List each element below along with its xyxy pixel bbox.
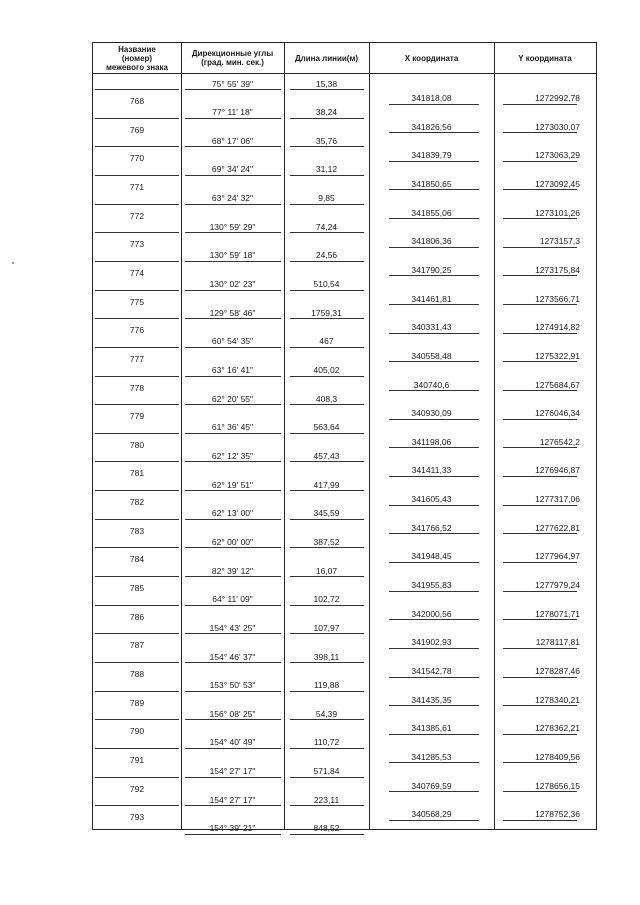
row-rule <box>185 834 281 835</box>
row-rule <box>185 175 281 176</box>
segment-angle: 154° 39' 21" <box>209 823 256 834</box>
row-rule <box>503 762 577 763</box>
segment-length: 38,24 <box>315 107 338 118</box>
y-coordinate: 1278656,15 <box>535 780 580 791</box>
row-rule <box>185 662 281 663</box>
segment-angle: 130° 59' 29" <box>209 221 256 232</box>
y-coordinate: 1273030,07 <box>535 121 580 132</box>
marker-number: 775 <box>129 296 145 307</box>
row-rule <box>185 461 281 462</box>
x-coordinate: 341766,52 <box>411 522 452 533</box>
x-coordinate: 341605,43 <box>411 494 452 505</box>
segment-angle: 68° 17' 06" <box>211 135 254 146</box>
x-coordinate: 341385,61 <box>411 723 452 734</box>
segment-length: 74,24 <box>315 221 338 232</box>
row-rule <box>389 476 479 477</box>
row-rule <box>185 691 281 692</box>
marker-number: 780 <box>129 439 145 450</box>
row-rule <box>185 376 281 377</box>
header-marker: Название (номер) межевого знака <box>93 43 181 74</box>
row-rule <box>185 204 281 205</box>
row-rule <box>389 304 479 305</box>
row-rule <box>503 562 577 563</box>
row-rule <box>503 820 577 821</box>
row-rule <box>95 118 179 119</box>
y-coordinate: 1276946,87 <box>535 465 580 476</box>
row-rule <box>389 361 479 362</box>
row-rule <box>389 104 479 105</box>
marker-number: 777 <box>129 353 145 364</box>
marker-number: 789 <box>129 697 145 708</box>
row-rule <box>290 719 364 720</box>
segment-length: 848,52 <box>313 823 340 834</box>
y-coordinate: 1276542,2 <box>539 436 580 447</box>
segment-angle: 153° 50' 53" <box>209 680 256 691</box>
row-rule <box>185 118 281 119</box>
marker-number: 783 <box>129 525 145 536</box>
x-coordinate: 341850,65 <box>411 178 452 189</box>
row-rule <box>503 218 577 219</box>
segment-angle: 154° 27' 17" <box>209 766 256 777</box>
marker-number: 773 <box>129 239 145 250</box>
row-rule <box>95 290 179 291</box>
x-coordinate: 341198,06 <box>411 436 452 447</box>
row-rule <box>290 691 364 692</box>
x-coordinate: 341855,06 <box>411 207 452 218</box>
row-rule <box>503 161 577 162</box>
x-coordinate: 341826,56 <box>411 121 452 132</box>
marker-number: 791 <box>129 754 145 765</box>
segment-angle: 62° 12' 35" <box>211 450 254 461</box>
segment-angle: 61° 36' 45" <box>211 422 254 433</box>
header-angle: Дирекционные углы (град. мин. сек.) <box>181 43 284 74</box>
y-coordinate: 1278362,21 <box>535 723 580 734</box>
row-rule <box>95 175 179 176</box>
segment-length: 457,43 <box>313 450 340 461</box>
row-rule <box>389 705 479 706</box>
x-coordinate: 341839,79 <box>411 150 452 161</box>
row-rule <box>503 247 577 248</box>
segment-length: 405,02 <box>313 365 340 375</box>
row-rule <box>290 118 364 119</box>
row-rule <box>95 605 179 606</box>
segment-length: 110,72 <box>313 737 340 748</box>
row-rule <box>185 89 281 90</box>
row-rule <box>389 505 479 506</box>
row-rule <box>290 376 364 377</box>
row-rule <box>290 433 364 434</box>
segment-angle: 63° 24' 32" <box>211 193 254 204</box>
row-rule <box>290 175 364 176</box>
segment-angle: 154° 27' 17" <box>209 794 256 805</box>
segment-length: 571,84 <box>313 766 340 777</box>
row-rule <box>290 204 364 205</box>
segment-angle: 62° 00' 00" <box>211 536 254 547</box>
row-rule <box>290 146 364 147</box>
row-rule <box>185 777 281 778</box>
y-coordinate: 1273175,84 <box>535 264 580 275</box>
row-rule <box>389 762 479 763</box>
row-rule <box>185 719 281 720</box>
row-rule <box>95 232 179 233</box>
x-coordinate: 340558,48 <box>411 350 452 361</box>
marker-number: 784 <box>129 554 145 565</box>
row-rule <box>389 734 479 735</box>
segment-length: 16,07 <box>315 565 338 576</box>
y-coordinate: 1277317,06 <box>535 494 580 505</box>
x-coordinate: 341461,81 <box>411 293 452 304</box>
row-rule <box>503 505 577 506</box>
marker-number: 781 <box>129 468 145 479</box>
row-rule <box>185 347 281 348</box>
row-rule <box>503 419 577 420</box>
row-rule <box>389 447 479 448</box>
y-coordinate: 1277622,81 <box>535 522 580 533</box>
row-rule <box>95 146 179 147</box>
row-rule <box>95 662 179 663</box>
y-coordinate: 1278071,71 <box>535 608 580 619</box>
row-rule <box>95 261 179 262</box>
y-coordinate: 1278752,36 <box>535 809 580 820</box>
row-rule <box>290 461 364 462</box>
segment-angle: 62° 13' 00" <box>211 508 254 519</box>
segment-length: 510,54 <box>313 279 340 289</box>
row-rule <box>95 519 179 520</box>
row-rule <box>389 419 479 420</box>
row-rule <box>290 805 364 806</box>
row-rule <box>389 820 479 821</box>
row-rule <box>503 648 577 649</box>
row-rule <box>503 189 577 190</box>
segment-angle: 130° 02' 23" <box>209 279 256 289</box>
row-rule <box>389 247 479 248</box>
row-rule <box>389 562 479 563</box>
row-rule <box>95 576 179 577</box>
y-coordinate: 1278117,81 <box>535 637 580 648</box>
row-rule <box>389 390 479 391</box>
marker-number: 769 <box>129 124 145 135</box>
segment-length: 1759,31 <box>311 307 342 318</box>
row-rule <box>503 591 577 592</box>
marker-number: 782 <box>129 497 145 508</box>
header-x: X координата <box>369 43 494 74</box>
row-rule <box>290 777 364 778</box>
segment-length: 119,88 <box>313 680 340 691</box>
marker-number: 786 <box>129 611 145 622</box>
row-rule <box>185 261 281 262</box>
marker-number: 768 <box>129 96 145 106</box>
scan-speck <box>12 262 14 264</box>
x-coordinate: 341818,08 <box>411 93 452 103</box>
segment-length: 107,97 <box>313 622 340 633</box>
marker-number: 787 <box>129 640 145 651</box>
segment-angle: 130° 59' 18" <box>209 250 256 261</box>
row-rule <box>290 89 364 90</box>
row-rule <box>185 146 281 147</box>
x-coordinate: 340740,6 <box>413 379 450 390</box>
marker-number: 790 <box>129 726 145 737</box>
x-coordinate: 341285,53 <box>411 751 452 762</box>
segment-length: 398,11 <box>313 651 340 662</box>
row-rule <box>290 633 364 634</box>
segment-length: 223,11 <box>313 794 340 805</box>
marker-number: 778 <box>129 382 145 393</box>
x-coordinate: 341948,45 <box>411 551 452 562</box>
row-rule <box>389 189 479 190</box>
marker-number: 793 <box>129 812 145 823</box>
row-rule <box>389 677 479 678</box>
segment-angle: 156° 08' 25" <box>209 708 256 719</box>
row-rule <box>290 490 364 491</box>
row-rule <box>290 662 364 663</box>
y-coordinate: 1275322,91 <box>535 350 580 361</box>
y-coordinate: 1273101,26 <box>535 207 580 218</box>
header-y: Y координата <box>494 43 596 74</box>
row-rule <box>95 376 179 377</box>
row-rule <box>389 132 479 133</box>
y-coordinate: 1275684,67 <box>535 379 580 390</box>
segment-angle: 77° 11' 18" <box>212 107 253 118</box>
x-coordinate: 341955,83 <box>411 580 452 590</box>
marker-number: 792 <box>129 783 145 794</box>
x-coordinate: 341790,25 <box>411 264 452 275</box>
segment-angle: 60° 54' 35" <box>211 336 254 347</box>
row-rule <box>503 734 577 735</box>
row-rule <box>503 533 577 534</box>
x-coordinate: 340769,59 <box>411 780 452 791</box>
x-coordinate: 342000,56 <box>411 608 452 619</box>
row-rule <box>290 576 364 577</box>
row-rule <box>95 777 179 778</box>
row-rule <box>185 433 281 434</box>
row-rule <box>95 347 179 348</box>
row-rule <box>95 318 179 319</box>
segment-angle: 69° 34' 24" <box>211 164 254 175</box>
segment-length: 35,76 <box>315 135 338 146</box>
segment-angle: 129° 58' 46" <box>209 307 256 318</box>
row-rule <box>95 805 179 806</box>
row-rule <box>95 547 179 548</box>
marker-number: 785 <box>129 583 145 593</box>
row-rule <box>290 748 364 749</box>
row-rule <box>95 404 179 405</box>
marker-number: 788 <box>129 669 145 679</box>
row-rule <box>503 705 577 706</box>
row-rule <box>503 132 577 133</box>
segment-angle: 82° 39' 12" <box>211 565 254 576</box>
row-rule <box>185 404 281 405</box>
row-rule <box>185 748 281 749</box>
segment-angle: 62° 19' 51" <box>211 479 254 490</box>
x-coordinate: 341435,35 <box>411 694 452 705</box>
row-rule <box>389 619 479 620</box>
row-rule <box>290 347 364 348</box>
row-rule <box>185 318 281 319</box>
row-rule <box>290 519 364 520</box>
row-rule <box>503 104 577 105</box>
segment-angle: 75° 55' 39" <box>211 78 254 89</box>
row-rule <box>185 605 281 606</box>
x-coordinate: 341542,78 <box>411 666 452 676</box>
marker-number: 772 <box>129 210 145 221</box>
x-coordinate: 341411,33 <box>411 465 452 476</box>
row-rule <box>503 619 577 620</box>
row-rule <box>95 89 179 90</box>
x-coordinate: 341902,93 <box>411 637 452 648</box>
segment-length: 15,38 <box>315 78 338 89</box>
x-coordinate: 340331,43 <box>411 322 452 333</box>
segment-length: 24,56 <box>315 250 338 261</box>
row-rule <box>185 290 281 291</box>
row-rule <box>503 333 577 334</box>
row-rule <box>95 204 179 205</box>
segment-length: 102,72 <box>313 594 340 605</box>
row-rule <box>290 261 364 262</box>
segment-length: 345,59 <box>313 508 340 519</box>
row-rule <box>389 218 479 219</box>
marker-number: 779 <box>129 411 145 422</box>
header-length: Длина линии(м) <box>284 43 369 74</box>
segment-length: 408,3 <box>315 393 338 404</box>
row-rule <box>185 805 281 806</box>
row-rule <box>185 633 281 634</box>
y-coordinate: 1273092,45 <box>535 178 580 189</box>
row-rule <box>503 677 577 678</box>
segment-angle: 62° 20' 55" <box>211 393 254 404</box>
y-coordinate: 1272992,78 <box>535 93 580 103</box>
row-rule <box>95 433 179 434</box>
row-rule <box>389 648 479 649</box>
y-coordinate: 1273157,3 <box>539 236 580 247</box>
row-rule <box>389 161 479 162</box>
row-rule <box>185 490 281 491</box>
row-rule <box>95 719 179 720</box>
y-coordinate: 1278409,56 <box>535 751 580 762</box>
x-coordinate: 341806,36 <box>411 236 452 247</box>
row-rule <box>95 633 179 634</box>
segment-length: 31,12 <box>315 164 338 175</box>
segment-angle: 154° 43' 25" <box>209 622 256 633</box>
x-coordinate: 340568,29 <box>411 809 452 820</box>
row-rule <box>290 547 364 548</box>
coordinates-table <box>92 42 597 834</box>
segment-length: 563,64 <box>313 422 340 433</box>
x-coordinate: 340930,09 <box>411 408 452 419</box>
marker-number: 776 <box>129 325 145 336</box>
segment-angle: 154° 46' 37" <box>209 651 256 662</box>
segment-length: 9,85 <box>318 193 335 204</box>
row-rule <box>503 361 577 362</box>
row-rule <box>503 447 577 448</box>
segment-length: 54,39 <box>315 708 338 719</box>
row-rule <box>389 791 479 792</box>
row-rule <box>503 390 577 391</box>
row-rule <box>185 576 281 577</box>
row-rule <box>185 519 281 520</box>
row-rule <box>95 461 179 462</box>
y-coordinate: 1273063,29 <box>535 150 580 161</box>
row-rule <box>389 275 479 276</box>
y-coordinate: 1278340,21 <box>535 694 580 705</box>
segment-length: 467 <box>319 336 334 347</box>
row-rule <box>503 791 577 792</box>
y-coordinate: 1278287,46 <box>535 666 580 676</box>
row-rule <box>389 533 479 534</box>
row-rule <box>389 591 479 592</box>
marker-number: 770 <box>129 153 145 164</box>
y-coordinate: 1277979,24 <box>535 580 580 590</box>
row-rule <box>185 232 281 233</box>
row-rule <box>503 304 577 305</box>
segment-angle: 64° 11' 09" <box>212 594 253 605</box>
row-rule <box>389 333 479 334</box>
y-coordinate: 1273566,71 <box>535 293 580 304</box>
row-rule <box>290 232 364 233</box>
marker-number: 774 <box>129 267 145 278</box>
row-rule <box>290 834 364 835</box>
row-rule <box>185 547 281 548</box>
segment-angle: 154° 40' 49" <box>209 737 256 748</box>
segment-length: 387,52 <box>313 536 340 547</box>
y-coordinate: 1276046,34 <box>535 408 580 419</box>
segment-angle: 63° 16' 41" <box>211 365 254 375</box>
y-coordinate: 1277964,97 <box>535 551 580 562</box>
row-rule <box>95 748 179 749</box>
row-rule <box>290 404 364 405</box>
row-rule <box>95 691 179 692</box>
row-rule <box>290 318 364 319</box>
row-rule <box>503 275 577 276</box>
segment-length: 417,99 <box>313 479 340 490</box>
y-coordinate: 1274914,82 <box>535 322 580 333</box>
row-rule <box>290 605 364 606</box>
row-rule <box>503 476 577 477</box>
row-rule <box>95 490 179 491</box>
row-rule <box>290 290 364 291</box>
marker-number: 771 <box>129 181 145 192</box>
